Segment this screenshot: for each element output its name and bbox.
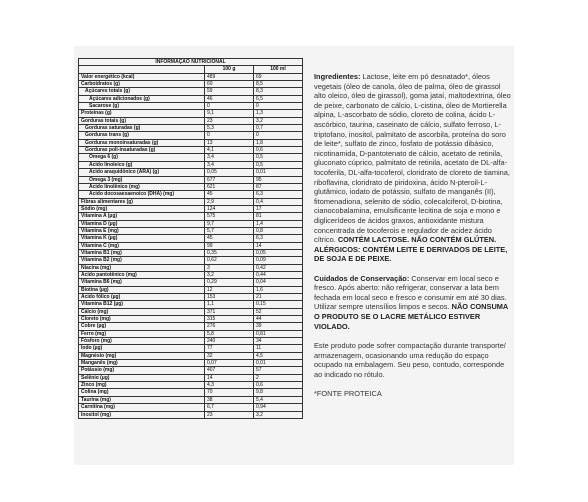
nutrient-label: Iodo (µg) xyxy=(79,345,205,352)
nutrient-value-100g: 4,1 xyxy=(205,147,254,154)
table-row xyxy=(79,330,303,337)
nutrient-value-100g: 2,9 xyxy=(205,198,254,205)
nutrient-value-100ml: 95 xyxy=(254,176,303,183)
table-row xyxy=(79,345,303,352)
nutrient-value-100ml: 34 xyxy=(254,338,303,345)
table-row xyxy=(79,95,303,102)
table-row xyxy=(79,308,303,315)
nutrient-label: Selênio (µg) xyxy=(79,374,205,381)
nutrient-label: Ácido linolênico (mg) xyxy=(79,183,205,190)
nutrient-value-100g: 124 xyxy=(205,205,254,212)
nutrient-value-100ml: 87 xyxy=(254,183,303,190)
nutrient-value-100g: 3,4 xyxy=(205,161,254,168)
nutrient-value-100g: 23 xyxy=(205,411,254,418)
nutrient-value-100g: 32 xyxy=(205,352,254,359)
nutrient-label: Zinco (mg) xyxy=(79,382,205,389)
nutrient-value-100g: 12 xyxy=(205,286,254,293)
nutrient-value-100g: 14 xyxy=(205,374,254,381)
table-row xyxy=(79,338,303,345)
nutrient-label: Vitamina B1 (mg) xyxy=(79,249,205,256)
table-row xyxy=(79,301,303,308)
table-row xyxy=(79,352,303,359)
table-row xyxy=(79,213,303,220)
nutrient-value-100g: 45 xyxy=(205,191,254,198)
table-row xyxy=(79,242,303,249)
nutrient-value-100ml: 0,44 xyxy=(254,271,303,278)
nutrient-value-100g: 6,7 xyxy=(205,404,254,411)
nutrient-value-100g: 23 xyxy=(205,117,254,124)
nutrient-value-100g: 0,62 xyxy=(205,257,254,264)
table-row xyxy=(79,227,303,234)
nutrient-value-100g: 407 xyxy=(205,367,254,374)
table-row xyxy=(79,323,303,330)
table-row xyxy=(79,183,303,190)
nutrition-table-title-row xyxy=(79,59,303,66)
care-body: Conservar em local seco e fresco. Após aberto: não refrigerar, conservar a lata bem fechada em local seco e fresco e consumir em até 30 dias. Utilizar sempre utensílios limpos e secos. xyxy=(314,273,507,312)
nutrient-label: Ácido araquidônico (ARA) (g) xyxy=(79,169,205,176)
nutrient-label: Vitamina B6 (mg) xyxy=(79,279,205,286)
table-row xyxy=(79,249,303,256)
nutrient-value-100ml: 1,8 xyxy=(254,139,303,146)
nutrient-label: Sódio (mg) xyxy=(79,205,205,212)
nutrient-label: Açúcares totais (g) xyxy=(79,88,205,95)
nutrient-label: Colina (mg) xyxy=(79,389,205,396)
nutrient-value-100g: 60 xyxy=(205,81,254,88)
nutrient-label: Vitamina C (mg) xyxy=(79,242,205,249)
table-row xyxy=(79,176,303,183)
nutrient-value-100ml: 0,04 xyxy=(254,279,303,286)
nutrient-value-100ml: 17 xyxy=(254,205,303,212)
care-warning: NÃO CONSUMA O PRODUTO SE O LACRE METÁLICO ESTIVER VIOLADO. xyxy=(314,302,508,331)
table-row xyxy=(79,404,303,411)
nutrient-value-100g: 5,7 xyxy=(205,227,254,234)
nutrient-label: Valor energético (kcal) xyxy=(79,73,205,80)
table-row xyxy=(79,154,303,161)
nutrient-label: Gorduras monoinsaturadas (g) xyxy=(79,139,205,146)
nutrient-value-100ml: 6,5 xyxy=(254,95,303,102)
nutrient-label: Ácido docosaexaenoico (DHA) (mg) xyxy=(79,191,205,198)
nutrient-value-100g: 621 xyxy=(205,183,254,190)
nutrient-label: Cálcio (mg) xyxy=(79,308,205,315)
nutrient-value-100ml: 0,09 xyxy=(254,257,303,264)
nutrient-label: Inositol (mg) xyxy=(79,411,205,418)
table-row xyxy=(79,264,303,271)
table-row xyxy=(79,205,303,212)
table-row xyxy=(79,396,303,403)
nutrient-value-100ml: 1,4 xyxy=(254,220,303,227)
nutrient-label: Cobre (µg) xyxy=(79,323,205,330)
nutrient-value-100ml: 0,94 xyxy=(254,404,303,411)
nutrient-value-100g: 3 xyxy=(205,264,254,271)
nutrient-label: Fósforo (mg) xyxy=(79,338,205,345)
nutrient-label: Vitamina A (µg) xyxy=(79,213,205,220)
nutrient-value-100ml: 11 xyxy=(254,345,303,352)
nutrient-label: Gorduras totais (g) xyxy=(79,117,205,124)
nutrient-value-100ml: 1,6 xyxy=(254,286,303,293)
nutrient-value-100g: 0 xyxy=(205,103,254,110)
nutrient-value-100g: 0,07 xyxy=(205,360,254,367)
nutrient-value-100ml: 0,6 xyxy=(254,147,303,154)
nutrient-value-100ml: 14 xyxy=(254,242,303,249)
nutrition-table-title: INFORMAÇÃO NUTRICIONAL xyxy=(79,59,303,66)
nutrient-label: Ácido pantotênico (mg) xyxy=(79,271,205,278)
nutrient-value-100ml: 0,8 xyxy=(254,227,303,234)
nutrient-label: Carnitina (mg) xyxy=(79,404,205,411)
nutrient-value-100ml: 6,3 xyxy=(254,191,303,198)
nutrient-value-100ml: 0,4 xyxy=(254,198,303,205)
nutrient-value-100ml: 0,81 xyxy=(254,330,303,337)
nutrient-value-100g: 46 xyxy=(205,95,254,102)
nutrient-label: Vitamina B12 (µg) xyxy=(79,301,205,308)
table-row xyxy=(79,389,303,396)
nutrient-value-100ml: 81 xyxy=(254,213,303,220)
ingredients-paragraph xyxy=(314,72,512,264)
nutrient-value-100g: 276 xyxy=(205,323,254,330)
nutrient-value-100g: 99 xyxy=(205,242,254,249)
nutrient-value-100g: 13 xyxy=(205,139,254,146)
nutrient-value-100g: 240 xyxy=(205,338,254,345)
nutrient-value-100g: 0,35 xyxy=(205,249,254,256)
nutrient-value-100g: 77 xyxy=(205,345,254,352)
nutrient-value-100g: 9,7 xyxy=(205,220,254,227)
ingredients-label: Ingredientes: xyxy=(314,72,361,81)
nutrition-header-100g: 100 g xyxy=(205,66,254,73)
nutrient-value-100g: 38 xyxy=(205,396,254,403)
table-row xyxy=(79,103,303,110)
nutrient-label: Cloreto (mg) xyxy=(79,316,205,323)
nutrient-value-100g: 0,29 xyxy=(205,279,254,286)
nutrient-value-100g: 153 xyxy=(205,294,254,301)
table-row xyxy=(79,316,303,323)
nutrient-value-100ml: 0,01 xyxy=(254,360,303,367)
table-row xyxy=(79,110,303,117)
nutrition-table-body xyxy=(79,73,303,418)
nutrient-value-100g: 4,3 xyxy=(205,382,254,389)
table-row xyxy=(79,198,303,205)
nutrient-label: Manganês (mg) xyxy=(79,360,205,367)
nutrition-table-header-row xyxy=(79,66,303,73)
nutrient-label: Ômega 3 (mg) xyxy=(79,176,205,183)
nutrient-label: Sacarose (g) xyxy=(79,103,205,110)
care-label: Cuidados de Conservação: xyxy=(314,273,410,283)
nutrient-value-100ml: 0,6 xyxy=(254,382,303,389)
nutrient-value-100g: 70 xyxy=(205,389,254,396)
table-row xyxy=(79,360,303,367)
nutrient-value-100ml: 52 xyxy=(254,308,303,315)
table-row xyxy=(79,147,303,154)
nutrient-label: Ferro (mg) xyxy=(79,330,205,337)
table-row xyxy=(79,411,303,418)
nutrient-label: Ácido fólico (µg) xyxy=(79,294,205,301)
nutrient-value-100ml: 4,5 xyxy=(254,352,303,359)
table-row xyxy=(79,235,303,242)
ingredients-body: Lactose, leite em pó desnatado*, óleos vegetais (óleo de canola, óleo de palma, óleo de girassol alto oleico, óleo de girassol), goma jataí, maltodextrina, óleo de peixe, carbonato de cálcio, L-cistina, óleo de Mortierella alpina, L-ascorbato de sódio, cloreto de colina, ácido L-ascórbico, taurina, caseinato de cálcio, sulfato ferroso, L-triptofano, inositol, palmitato de ascorbila, proteína do soro de leite*, sulfato de zinco, fosfato de potássio dibásico, nicotinamida, D-pantotenato de cálcio, acetato de retinila, gluconato cúprico, palmitato de retinila, acetato de DL-alfa-tocoferila, DL-alfa-tocoferol, cloridrato de cloreto de tiamina, riboflavina, cloridrato de piridoxina, ácido N-pteroil-L-glutâmico, iodato de potássio, sulfato de manganês (II), fitomenadiona, selenito de sódio, colecalciferol, D-biotina, cianocobalamina, emulsificante lecitina de soja e mono e diglicerídeos de ácidos graxos, antioxidante mistura concentrada de tocoferois e regulador de acidez ácido cítrico. xyxy=(314,72,511,245)
nutrient-value-100ml: 0,01 xyxy=(254,169,303,176)
nutrient-value-100ml: 0 xyxy=(254,103,303,110)
care-paragraph xyxy=(314,274,512,332)
nutrient-value-100ml: 3,2 xyxy=(254,411,303,418)
nutrient-value-100g: 3,2 xyxy=(205,271,254,278)
nutrient-value-100g: 9,1 xyxy=(205,110,254,117)
table-row xyxy=(79,257,303,264)
footnote: *FONTE PROTEICA xyxy=(314,389,382,399)
nutrient-value-100g: 3,4 xyxy=(205,154,254,161)
table-row xyxy=(79,374,303,381)
table-row xyxy=(79,81,303,88)
nutrient-label: Fibras alimentares (g) xyxy=(79,198,205,205)
table-row xyxy=(79,279,303,286)
nutrient-label: Carboidratos (g) xyxy=(79,81,205,88)
nutrient-value-100ml: 9,8 xyxy=(254,389,303,396)
nutrient-value-100ml: 3,2 xyxy=(254,117,303,124)
nutrient-value-100ml: 0 xyxy=(254,132,303,139)
nutrient-value-100ml: 21 xyxy=(254,294,303,301)
nutrition-header-blank xyxy=(79,66,205,73)
table-row xyxy=(79,294,303,301)
nutrient-value-100ml: 0,5 xyxy=(254,161,303,168)
nutrient-value-100g: 45 xyxy=(205,235,254,242)
nutrition-table xyxy=(78,58,303,419)
nutrient-label: Gorduras saturadas (g) xyxy=(79,125,205,132)
nutrient-value-100ml: 0,05 xyxy=(254,249,303,256)
nutrient-label: Vitamina E (mg) xyxy=(79,227,205,234)
nutrient-label: Biotina (µg) xyxy=(79,286,205,293)
nutrient-value-100g: 5,3 xyxy=(205,125,254,132)
table-row xyxy=(79,161,303,168)
nutrient-value-100g: 315 xyxy=(205,316,254,323)
nutrient-value-100ml: 0,7 xyxy=(254,125,303,132)
table-row xyxy=(79,169,303,176)
nutrient-value-100ml: 8,5 xyxy=(254,81,303,88)
nutrient-label: Proteínas (g) xyxy=(79,110,205,117)
nutrient-label: Vitamina D (µg) xyxy=(79,220,205,227)
nutrient-value-100ml: 5,4 xyxy=(254,396,303,403)
nutrient-value-100g: 677 xyxy=(205,176,254,183)
nutrient-value-100g: 371 xyxy=(205,308,254,315)
nutrient-label: Gorduras poli-insaturadas (g) xyxy=(79,147,205,154)
nutrient-label: Taurina (mg) xyxy=(79,396,205,403)
nutrient-value-100ml: 69 xyxy=(254,73,303,80)
table-row xyxy=(79,367,303,374)
table-row xyxy=(79,73,303,80)
nutrient-label: Magnésio (mg) xyxy=(79,352,205,359)
table-row xyxy=(79,132,303,139)
table-row xyxy=(79,382,303,389)
table-row xyxy=(79,117,303,124)
compaction-note: Este produto pode sofrer compactação durante transporte/ armazenagem, ocasionando uma redução do espaço ocupado na embalagem. Seu peso, contudo, corresponde ao indicado no rótulo. xyxy=(314,341,506,379)
table-row xyxy=(79,125,303,132)
nutrient-value-100g: 489 xyxy=(205,73,254,80)
table-row xyxy=(79,220,303,227)
label-text-column xyxy=(314,72,512,409)
nutrient-label: Vitamina B2 (mg) xyxy=(79,257,205,264)
nutrient-value-100ml: 0,15 xyxy=(254,301,303,308)
allergen-warning: CONTÉM LACTOSE. NÃO CONTÉM GLÚTEN. ALÉRGICOS: CONTÉM LEITE E DERIVADOS DE LEITE, DE SOJA E DE PEIXE. xyxy=(314,235,508,264)
table-row xyxy=(79,88,303,95)
nutrient-value-100ml: 2 xyxy=(254,374,303,381)
nutrient-value-100g: 575 xyxy=(205,213,254,220)
nutrient-value-100ml: 0,42 xyxy=(254,264,303,271)
nutrient-label: Ômega 6 (g) xyxy=(79,154,205,161)
nutrient-value-100ml: 57 xyxy=(254,367,303,374)
nutrient-value-100g: 59 xyxy=(205,88,254,95)
nutrient-label: Ácido linoleico (g) xyxy=(79,161,205,168)
nutrition-header-100ml: 100 ml xyxy=(254,66,303,73)
nutrient-value-100g: 0,05 xyxy=(205,169,254,176)
table-row xyxy=(79,139,303,146)
table-row xyxy=(79,191,303,198)
nutrient-label: Potássio (mg) xyxy=(79,367,205,374)
nutrient-value-100g: 0 xyxy=(205,132,254,139)
table-row xyxy=(79,271,303,278)
table-row xyxy=(79,286,303,293)
nutrient-value-100g: 5,8 xyxy=(205,330,254,337)
nutrient-value-100g: 1,1 xyxy=(205,301,254,308)
nutrient-value-100ml: 8,3 xyxy=(254,88,303,95)
nutrient-value-100ml: 44 xyxy=(254,316,303,323)
nutrient-label: Açúcares adicionados (g) xyxy=(79,95,205,102)
nutrient-value-100ml: 6,3 xyxy=(254,235,303,242)
nutrient-label: Gorduras trans (g) xyxy=(79,132,205,139)
nutrient-label: Vitamina K (µg) xyxy=(79,235,205,242)
nutrient-value-100ml: 39 xyxy=(254,323,303,330)
nutrient-label: Niacina (mg) xyxy=(79,264,205,271)
nutrient-value-100ml: 0,5 xyxy=(254,154,303,161)
nutrient-value-100ml: 1,3 xyxy=(254,110,303,117)
